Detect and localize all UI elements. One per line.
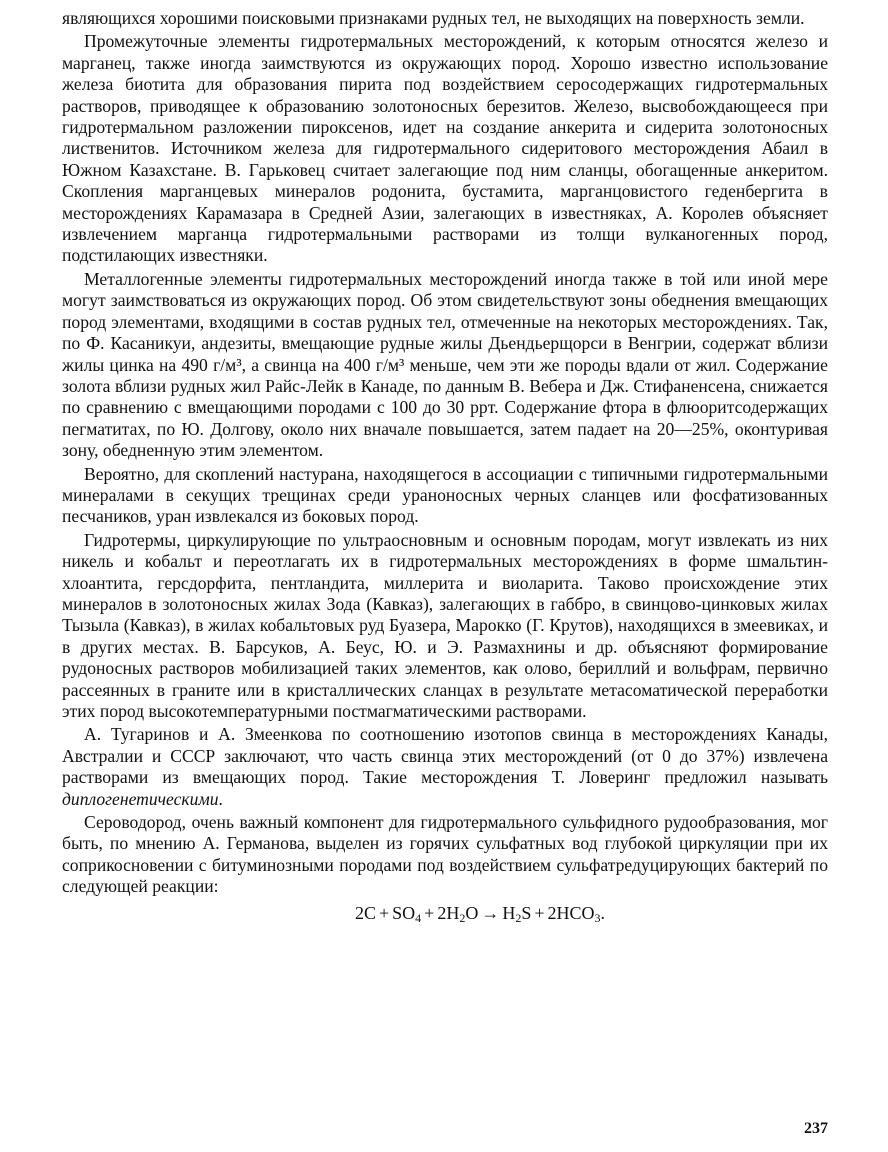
paragraph-lead-isotopes-text: А. Тугаринов и А. Змеенкова по соотношению изотопов свинца в месторождениях Канады, Австралии и СССР заключают, что часть свинца этих месторождений (от 0 до 37%) извлечена растворами из вмещающих пород. Такие месторождения Т. Ловеринг предложил называть — [62, 724, 828, 788]
document-page — [62, 8, 828, 924]
paragraph-hydrogen-sulfide: Сероводород, очень важный компонент для гидротермального сульфидного рудообразования, мог быть, по мнению А. Германова, выделен из горячих сульфатных вод глубокой циркуляции при их соприкосновении с битуминозными породами под воздействием сульфатредуцирующих бактерий по следующей реакции: — [62, 812, 828, 897]
paragraph-lead-isotopes — [62, 724, 828, 810]
italic-term: диплогенетическими — [62, 788, 219, 809]
paragraph-intermediate-elements: Промежуточные элементы гидротермальных месторождений, к которым относятся железо и марганец, также иногда заимствуются из окружающих пород. Хорошо известно использование железа биотита для образования пирита под воздействием серосодержащих гидротермальных растворов, приводящее к образованию золотоносных березитов. Железо, высвобождающееся при гидротермальном разложении пироксенов, идет на создание анкерита и сидерита золотоносных лиственитов. Источником железа для гидротермального сидеритового месторождения Абаил в Южном Казахстане. В. Гарьковец считает залегающие под ним сланцы, обогащенные анкеритом. Скопления марганцевых минералов родонита, бустамита, марганцовистого геденбергита в месторождениях Карамазара в Средней Азии, залегающих в известняках, А. Королев объясняет извлечением марганца гидротермальными растворами из толщи вулканогенных пород, подстилающих известняки. — [62, 31, 828, 266]
paragraph-metallogenic-elements: Металлогенные элементы гидротермальных месторождений иногда также в той или иной мере могут заимствоваться из окружающих пород. Об этом свидетельствуют зоны обеднения вмещающих пород элементами, входящими в состав рудных тел, отмеченные на некоторых месторождениях. Так, по Ф. Касаникуи, андезиты, вмещающие рудные жилы Дьендьерщорси в Венгрии, содержат вблизи жилы цинка на 490 г/м³, а свинца на 400 г/м³ меньше, чем эти же породы вдали от жил. Содержание золота вблизи рудных жил Райс-Лейк в Канаде, по данным В. Вебера и Дж. Стифаненсена, снижается по сравнению с вмещающими породами с 100 до 30 ppт. Содержание фтора в флюоритсодержащих пегматитах, по Ю. Долгову, около них вначале повышается, затем падает на 20—25%, оконтуривая зону, обедненную этим элементом. — [62, 268, 828, 461]
page-number: 237 — [804, 1120, 828, 1137]
paragraph-continuation: являющихся хорошими поисковыми признаками рудных тел, не выходящих на поверхность земли. — [62, 8, 805, 28]
paragraph-lead-isotopes-end: . — [218, 788, 223, 809]
reaction-arrow: → — [481, 902, 500, 923]
paragraph-hydrotherms: Гидротермы, циркулирующие по ультраосновным и основным породам, могут извлекать из них никель и кобальт и переотлагать их в гидротермальных месторождениях в форме шмальтин-хлоантита, герсдорфита, пентландита, миллерита и виоларита. Таково происхождение этих минералов в золотоносных жилах Зода (Кавказ), залегающих в габбро, в свинцово-цинковых жилах Тызыла (Кавказ), в жилах кобальтовых руд Буазера, Марокко (Г. Крутов), находящихся в змеевиках, и в других местах. В. Барсуков, А. Беус, Ю. и Э. Размахнины и др. объясняют формирование рудоносных растворов мобилизацией таких элементов, как олово, бериллий и вольфрам, первично рассеянных в граните или в кристаллических сланцах в результате метасоматической переработки этих пород высокотемпературными постмагматическими растворами. — [62, 529, 828, 721]
paragraph-nasturan: Вероятно, для скоплений настурана, находящегося в ассоциации с типичными гидротермальными минералами в секущих трещинах среди ураноносных черных сланцев или фосфатизованных песчаников, уран извлекался из боковых пород. — [62, 463, 828, 527]
chemical-reaction-formula: $2C + SO_4 + 2H_2O \to H_2S + 2HCO_3$. — [354, 902, 606, 925]
